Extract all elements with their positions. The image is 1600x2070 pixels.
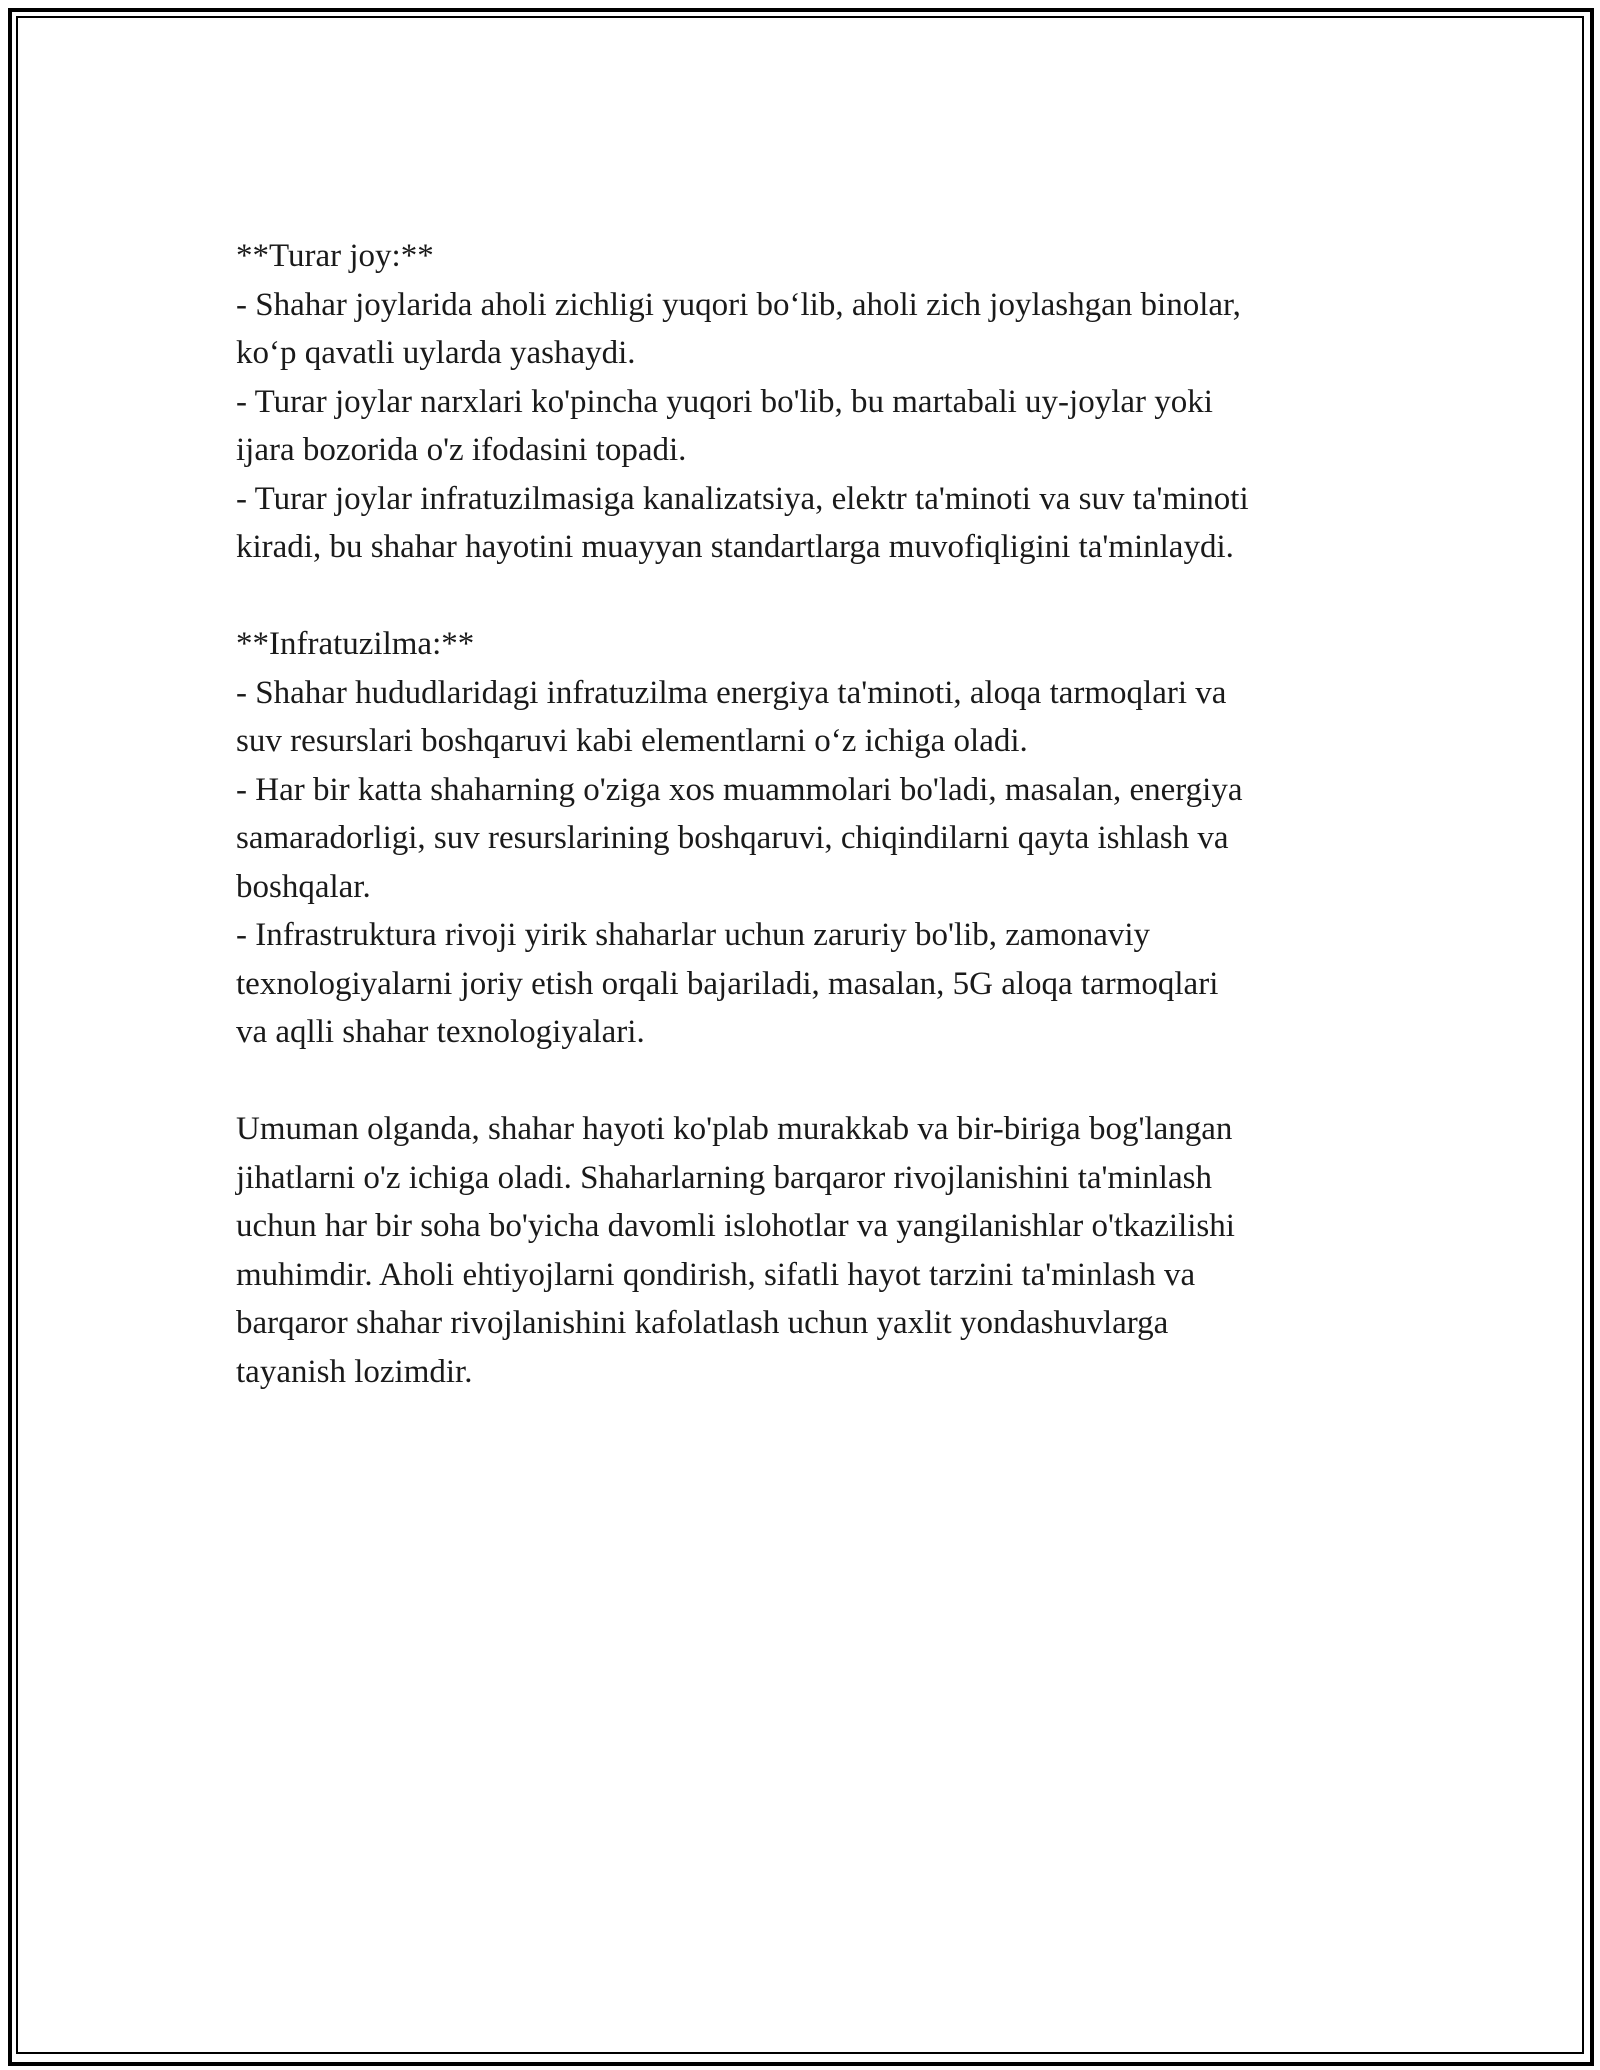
text-line: tayanish lozimdir. <box>236 1353 473 1390</box>
text-line: samaradorligi, suv resurslarining boshqaruvi, chiqindilarni qayta ishlash va <box>236 820 1229 856</box>
text-line: va aqlli shahar texnologiyalari. <box>236 1014 645 1050</box>
text-line: - Shahar joylarida aholi zichligi yuqori bo‘lib, aholi zich joylashgan binolar, <box>236 286 1241 323</box>
text-line: ijara bozorida o'z ifodasini topadi. <box>236 432 687 468</box>
text-line: ko‘p qavatli uylarda yashaydi. <box>236 335 636 371</box>
document-body <box>236 232 1376 1396</box>
text-line: Umuman olganda, shahar hayoti ko'plab murakkab va bir-biriga bog'langan <box>236 1111 1233 1147</box>
text-line: - Turar joylar infratuzilmasiga kanalizatsiya, elektr ta'minoti va suv ta'minoti <box>236 480 1249 517</box>
text-line: - Turar joylar narxlari ko'pincha yuqori bo'lib, bu martabali uy-joylar yoki <box>236 383 1213 420</box>
text-line: suv resurslari boshqaruvi kabi elementlarni o‘z ichiga oladi. <box>236 723 1028 759</box>
text-line: muhimdir. Aholi ehtiyojlarni qondirish, sifatli hayot tarzini ta'minlash va <box>236 1256 1196 1293</box>
text-line: texnologiyalarni joriy etish orqali bajariladi, masalan, 5G aloqa tarmoqlari <box>236 965 1219 1002</box>
text-line: - Infrastruktura rivoji yirik shaharlar uchun zaruriy bo'lib, zamonaviy <box>236 917 1151 953</box>
text-line: jihatlarni o'z ichiga oladi. Shaharlarning barqaror rivojlanishini ta'minlash <box>236 1159 1212 1196</box>
text-line: kiradi, bu shahar hayotini muayyan standartlarga muvofiqligini ta'minlaydi. <box>236 529 1234 565</box>
text-line: barqaror shahar rivojlanishini kafolatlash uchun yaxlit yondashuvlarga <box>236 1305 1169 1341</box>
section-heading: **Infratuzilma:** <box>236 626 475 662</box>
paragraph-gap <box>236 572 1376 621</box>
text-line: boshqalar. <box>236 868 371 905</box>
section-turar-joy <box>236 232 1376 572</box>
text-line: uchun har bir soha bo'yicha davomli islohotlar va yangilanishlar o'tkazilishi <box>236 1208 1235 1244</box>
section-conclusion <box>236 1105 1376 1396</box>
section-infratuzilma <box>236 620 1376 1057</box>
text-line: - Shahar hududlaridagi infratuzilma energiya ta'minoti, aloqa tarmoqlari va <box>236 674 1227 711</box>
paragraph-gap <box>236 1057 1376 1106</box>
section-heading: **Turar joy:** <box>236 238 434 274</box>
text-line: - Har bir katta shaharning o'ziga xos muammolari bo'ladi, masalan, energiya <box>236 771 1243 808</box>
